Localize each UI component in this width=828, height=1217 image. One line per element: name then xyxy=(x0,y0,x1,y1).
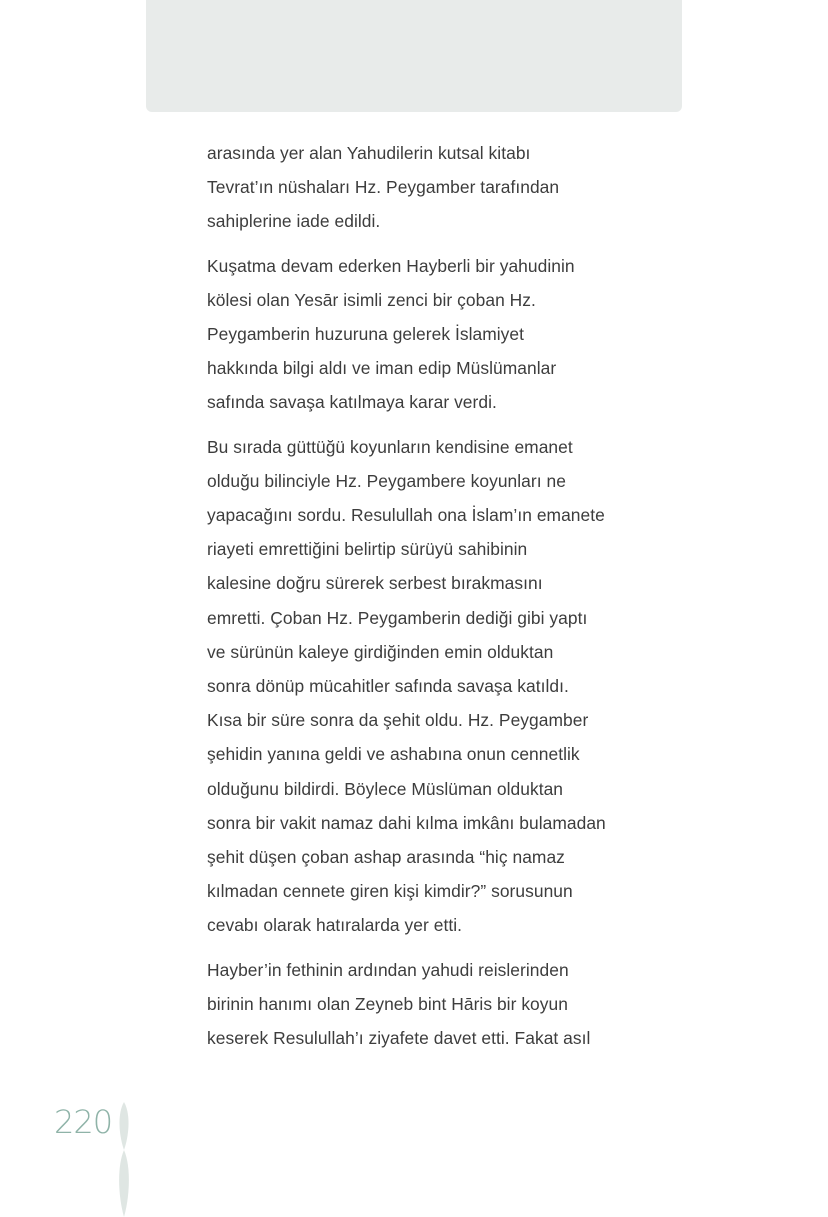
text-line: safında savaşa katılmaya karar verdi. xyxy=(207,392,497,413)
text-line: kılmadan cennete giren kişi kimdir?” sorusunun xyxy=(207,881,573,902)
paragraph xyxy=(207,136,647,239)
text-line: riayeti emrettiğini belirtip sürüyü sahibinin xyxy=(207,539,528,560)
text-line: emretti. Çoban Hz. Peygamberin dediği gibi yaptı xyxy=(207,607,588,628)
text-line: sahiplerine iade edildi. xyxy=(207,211,381,232)
text-line: ve sürünün kaleye girdiğinden emin olduktan xyxy=(207,641,554,662)
paragraph xyxy=(207,249,647,420)
text-line: birinin hanımı olan Zeyneb bint Hāris bir koyun xyxy=(207,993,568,1014)
text-line: olduğunu bildirdi. Böylece Müslüman olduktan xyxy=(207,778,564,799)
text-line: Bu sırada güttüğü koyunların kendisine emanet xyxy=(207,436,573,457)
paragraph xyxy=(207,430,647,943)
text-line: keserek Resulullah’ı ziyafete davet etti. Fakat asıl xyxy=(207,1028,591,1049)
text-line: yapacağını sordu. Resulullah ona İslam’ın emanete xyxy=(207,505,605,526)
paragraph xyxy=(207,953,647,1056)
text-line: olduğu bilinciyle Hz. Peygambere koyunları ne xyxy=(207,470,566,491)
text-line: Tevrat’ın nüshaları Hz. Peygamber tarafından xyxy=(207,177,560,198)
header-band xyxy=(146,0,682,112)
text-line: Hayber’in fethinin ardından yahudi reislerinden xyxy=(207,959,569,980)
text-line: şehidin yanına geldi ve ashabına onun cennetlik xyxy=(207,744,580,765)
text-line: sonra dönüp mücahitler safında savaşa katıldı. xyxy=(207,676,569,697)
text-line: cevabı olarak hatıralarda yer etti. xyxy=(207,915,463,936)
text-line: sonra bir vakit namaz dahi kılma imkânı bulamadan xyxy=(207,812,606,833)
body-text xyxy=(207,136,647,1055)
text-line: arasında yer alan Yahudilerin kutsal kitabı xyxy=(207,143,531,163)
text-line: hakkında bilgi aldı ve iman edip Müslümanlar xyxy=(207,358,557,379)
text-line: kölesi olan Yesār isimli zenci bir çoban Hz. xyxy=(207,289,536,310)
text-line: Peygamberin huzuruna gelerek İslamiyet xyxy=(207,324,525,345)
text-line: kalesine doğru sürerek serbest bırakmasını xyxy=(207,573,543,594)
text-line: Kuşatma devam ederken Hayberli bir yahudinin xyxy=(207,255,575,276)
page-number: 220 xyxy=(54,1103,113,1141)
text-line: şehit düşen çoban ashap arasında “hiç namaz xyxy=(207,847,565,868)
leaf-ornament-icon xyxy=(114,1100,134,1217)
text-line: Kısa bir süre sonra da şehit oldu. Hz. Peygamber xyxy=(207,710,589,731)
